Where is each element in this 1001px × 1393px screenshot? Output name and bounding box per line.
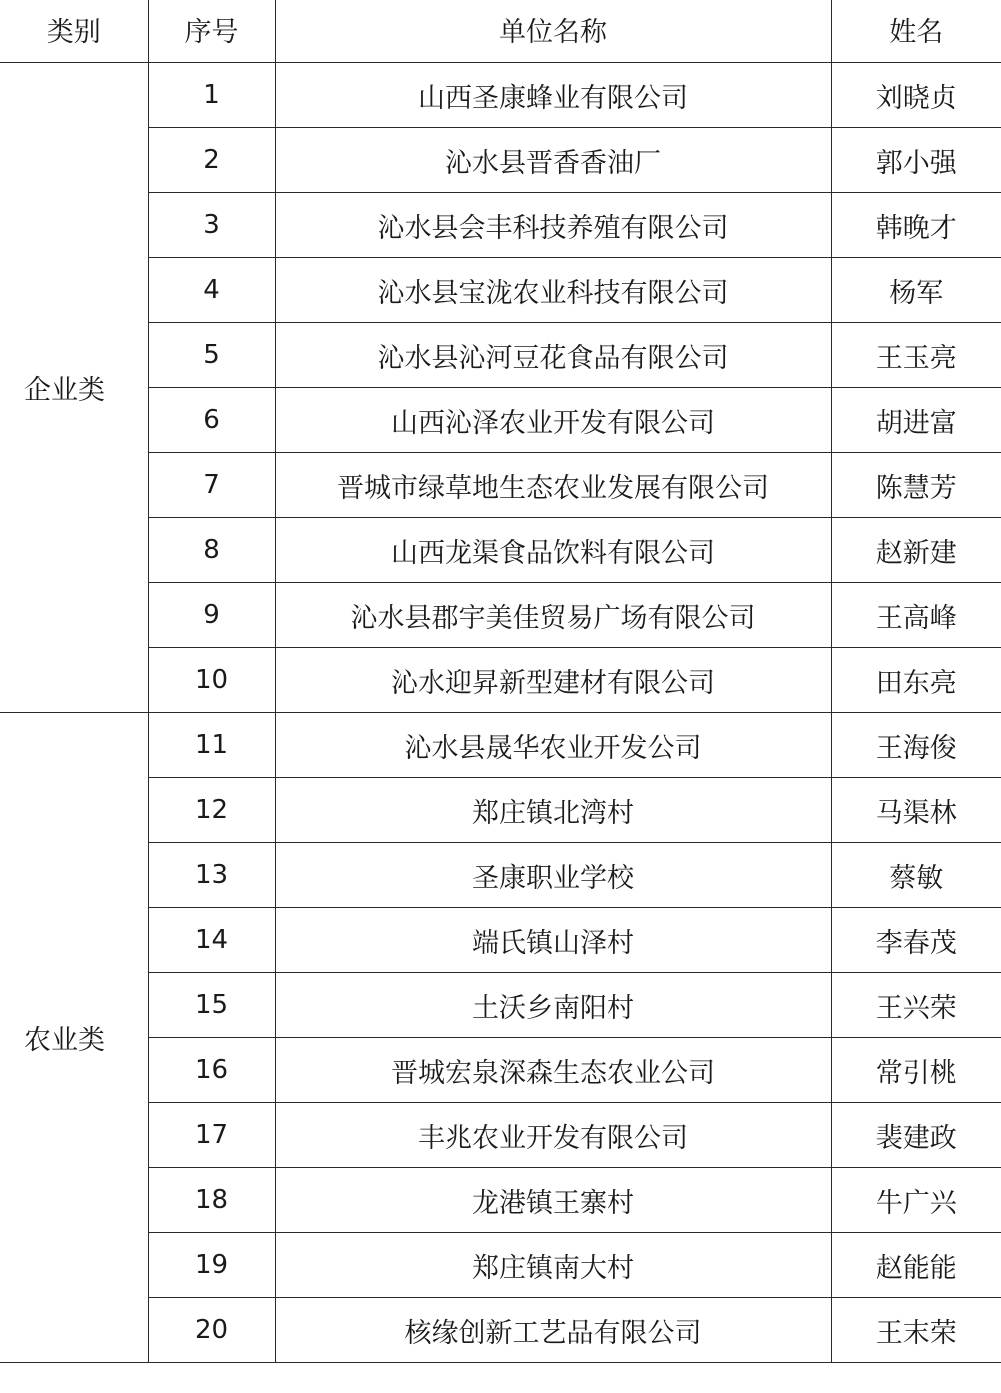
person-name-cell: 王末荣 — [831, 1298, 1001, 1363]
number-cell: 11 — [148, 713, 275, 778]
number-cell: 18 — [148, 1168, 275, 1233]
table-row — [0, 713, 1001, 778]
table-row — [0, 1298, 1001, 1363]
table-row — [0, 258, 1001, 323]
category-cell: 农业类 — [0, 713, 148, 1363]
table-row — [0, 1103, 1001, 1168]
category-cell: 企业类 — [0, 63, 148, 713]
table-row — [0, 1168, 1001, 1233]
number-cell: 7 — [148, 453, 275, 518]
table-row — [0, 388, 1001, 453]
table-row — [0, 908, 1001, 973]
unit-name-cell: 沁水县沁河豆花食品有限公司 — [275, 323, 831, 388]
table-row — [0, 128, 1001, 193]
unit-name-cell: 沁水县郡宇美佳贸易广场有限公司 — [275, 583, 831, 648]
unit-name-cell: 山西圣康蜂业有限公司 — [275, 63, 831, 128]
person-name-cell: 王兴荣 — [831, 973, 1001, 1038]
number-cell: 16 — [148, 1038, 275, 1103]
table-row — [0, 1038, 1001, 1103]
table-row — [0, 1233, 1001, 1298]
person-name-cell: 陈慧芳 — [831, 453, 1001, 518]
table-row — [0, 453, 1001, 518]
unit-name-cell: 晋城宏泉深森生态农业公司 — [275, 1038, 831, 1103]
table-row — [0, 973, 1001, 1038]
number-cell: 3 — [148, 193, 275, 258]
number-cell: 13 — [148, 843, 275, 908]
unit-name-cell: 晋城市绿草地生态农业发展有限公司 — [275, 453, 831, 518]
table-row — [0, 648, 1001, 713]
number-cell: 19 — [148, 1233, 275, 1298]
number-cell: 1 — [148, 63, 275, 128]
number-cell: 17 — [148, 1103, 275, 1168]
unit-name-cell: 沁水县会丰科技养殖有限公司 — [275, 193, 831, 258]
person-name-cell: 裴建政 — [831, 1103, 1001, 1168]
person-name-cell: 王海俊 — [831, 713, 1001, 778]
table-row — [0, 778, 1001, 843]
person-name-cell: 郭小强 — [831, 128, 1001, 193]
person-name-cell: 韩晚才 — [831, 193, 1001, 258]
unit-name-cell: 山西龙渠食品饮料有限公司 — [275, 518, 831, 583]
header-unit-name: 单位名称 — [275, 0, 831, 63]
person-name-cell: 刘晓贞 — [831, 63, 1001, 128]
number-cell: 9 — [148, 583, 275, 648]
person-name-cell: 蔡敏 — [831, 843, 1001, 908]
table-row — [0, 323, 1001, 388]
unit-name-cell: 端氏镇山泽村 — [275, 908, 831, 973]
number-cell: 12 — [148, 778, 275, 843]
number-cell: 20 — [148, 1298, 275, 1363]
unit-name-cell: 核缘创新工艺品有限公司 — [275, 1298, 831, 1363]
unit-name-cell: 沁水县晋香香油厂 — [275, 128, 831, 193]
table-row — [0, 843, 1001, 908]
number-cell: 4 — [148, 258, 275, 323]
person-name-cell: 李春茂 — [831, 908, 1001, 973]
unit-name-cell: 沁水迎昇新型建材有限公司 — [275, 648, 831, 713]
person-name-cell: 田东亮 — [831, 648, 1001, 713]
unit-name-cell: 沁水县晟华农业开发公司 — [275, 713, 831, 778]
person-name-cell: 赵新建 — [831, 518, 1001, 583]
person-name-cell: 赵能能 — [831, 1233, 1001, 1298]
number-cell: 2 — [148, 128, 275, 193]
number-cell: 6 — [148, 388, 275, 453]
header-person-name: 姓名 — [831, 0, 1001, 63]
table-body — [0, 63, 1001, 1363]
number-cell: 10 — [148, 648, 275, 713]
number-cell: 5 — [148, 323, 275, 388]
table-row — [0, 518, 1001, 583]
person-name-cell: 常引桃 — [831, 1038, 1001, 1103]
number-cell: 14 — [148, 908, 275, 973]
person-name-cell: 杨军 — [831, 258, 1001, 323]
table-row — [0, 63, 1001, 128]
person-name-cell: 牛广兴 — [831, 1168, 1001, 1233]
table-row — [0, 193, 1001, 258]
unit-name-cell: 沁水县宝泷农业科技有限公司 — [275, 258, 831, 323]
number-cell: 8 — [148, 518, 275, 583]
unit-name-cell: 土沃乡南阳村 — [275, 973, 831, 1038]
person-name-cell: 王高峰 — [831, 583, 1001, 648]
table-row — [0, 583, 1001, 648]
person-name-cell: 王玉亮 — [831, 323, 1001, 388]
header-category: 类别 — [0, 0, 148, 63]
unit-name-cell: 山西沁泽农业开发有限公司 — [275, 388, 831, 453]
unit-name-cell: 郑庄镇北湾村 — [275, 778, 831, 843]
unit-name-cell: 丰兆农业开发有限公司 — [275, 1103, 831, 1168]
number-cell: 15 — [148, 973, 275, 1038]
unit-name-cell: 圣康职业学校 — [275, 843, 831, 908]
person-name-cell: 胡进富 — [831, 388, 1001, 453]
header-number: 序号 — [148, 0, 275, 63]
person-name-cell: 马渠林 — [831, 778, 1001, 843]
unit-name-cell: 龙港镇王寨村 — [275, 1168, 831, 1233]
header-row — [0, 0, 1001, 63]
unit-name-cell: 郑庄镇南大村 — [275, 1233, 831, 1298]
